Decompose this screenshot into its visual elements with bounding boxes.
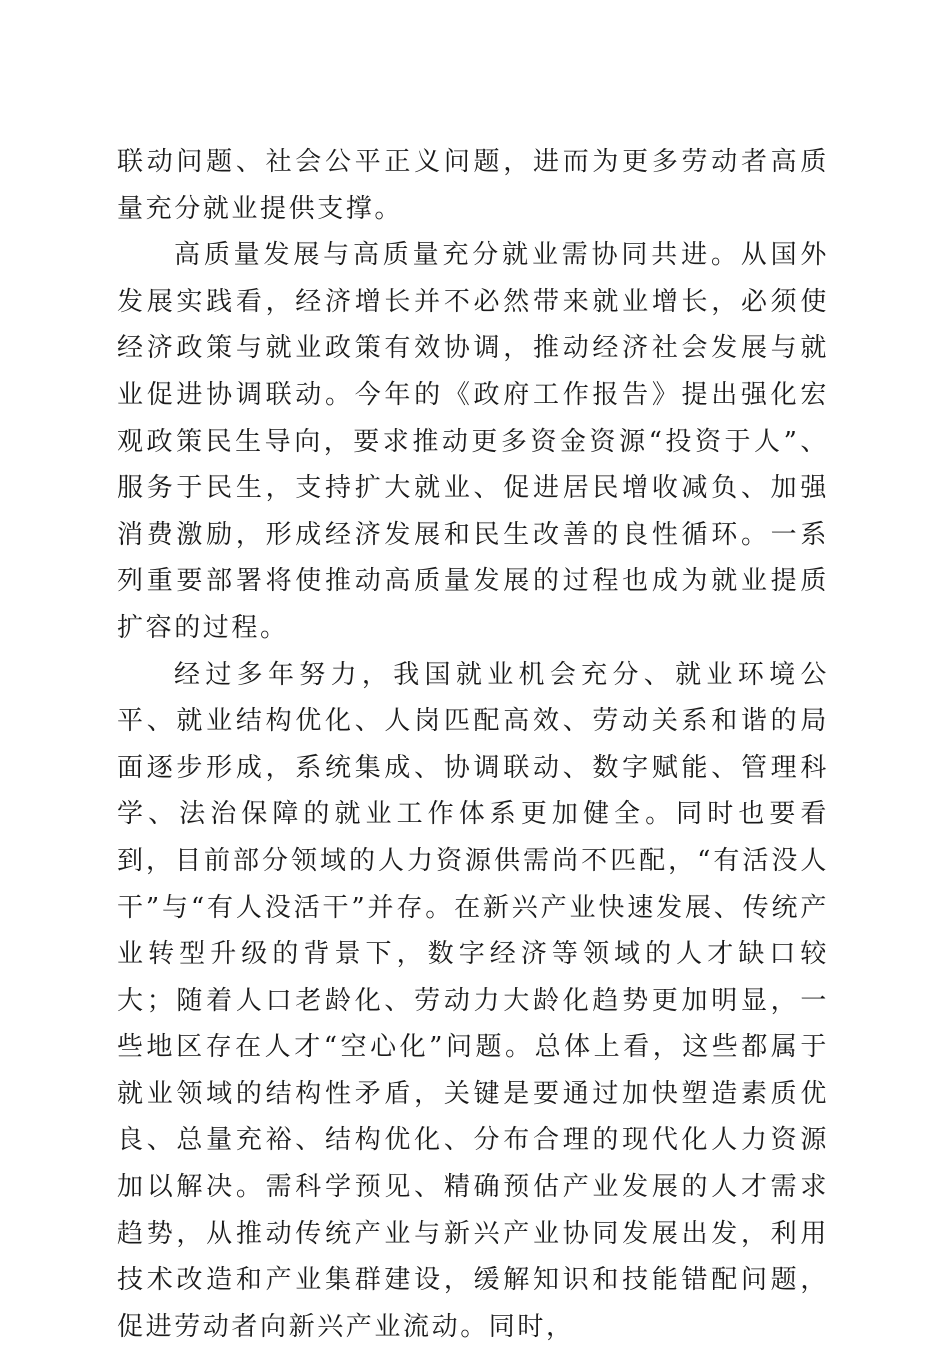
paragraph-3: 经过多年努力，我国就业机会充分、就业环境公平、就业结构优化、人岗匹配高效、劳动关系和谐的局面逐步形成，系统集成、协调联动、数字赋能、管理科学、法治保障的就业工作体系更加健全。同时也要看到，目前部分领域的人力资源供需尚不匹配，“有活没人干”与“有人没活干”并存。在新兴产业快速发展、传统产业转型升级的背景下，数字经济等领域的人才缺口较大；随着人口老龄化、劳动力大龄化趋势更加明显，一些地区存在人才“空心化”问题。总体上看，这些都属于就业领域的结构性矛盾，关键是要通过加快塑造素质优良、总量充裕、结构优化、分布合理的现代化人力资源加以解决。需科学预见、精确预估产业发展的人才需求趋势，从推动传统产业与新兴产业协同发展出发，利用技术改造和产业集群建设，缓解知识和技能错配问题，促进劳动者向新兴产业流动。同时， <box>117 659 829 1342</box>
body-text <box>117 139 829 1350</box>
paragraph-1: 联动问题、社会公平正义问题，进而为更多劳动者高质量充分就业提供支撑。 <box>117 147 829 224</box>
paragraph-2: 高质量发展与高质量充分就业需协同共进。从国外发展实践看，经济增长并不必然带来就业增长，必须使经济政策与就业政策有效协调，推动经济社会发展与就业促进协调联动。今年的《政府工作报告》提出强化宏观政策民生导向，要求推动更多资金资源“投资于人”、服务于民生，支持扩大就业、促进居民增收减负、加强消费激励，形成经济发展和民生改善的良性循环。一系列重要部署将使推动高质量发展的过程也成为就业提质扩容的过程。 <box>117 240 829 643</box>
